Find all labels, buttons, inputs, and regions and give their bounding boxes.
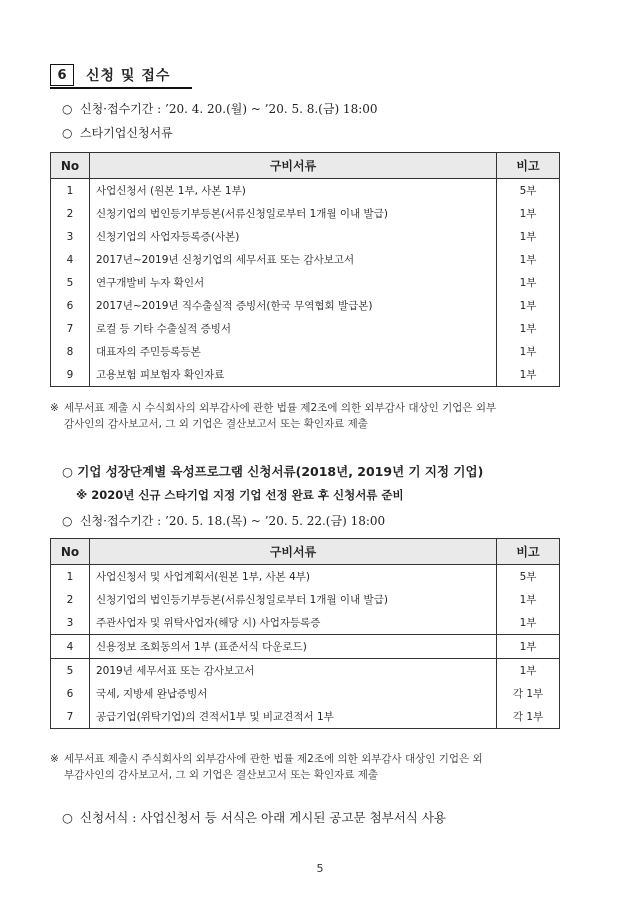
page-number: 5 [316, 862, 324, 875]
column-header-note: 비고 [497, 539, 560, 565]
table-row [51, 659, 560, 683]
table-row [51, 225, 560, 248]
column-header-no: No [51, 153, 90, 179]
table-row [51, 340, 560, 363]
row-no: 1 [51, 179, 90, 203]
circle-bullet-icon: ○ [62, 514, 73, 528]
table-row [51, 248, 560, 271]
circle-bullet-icon: ○ [62, 810, 73, 825]
footnote-line-1: 세무서표 제출시 주식회사의 외부감사에 관한 법률 제2조에 의한 외부감사 대상인 기업은 외 [64, 753, 483, 765]
row-no: 4 [51, 635, 90, 659]
row-doc: 2017년~2019년 직수출실적 증빙서(한국 무역협회 발급본) [90, 294, 497, 317]
column-header-doc: 구비서류 [90, 539, 497, 565]
row-note: 각 1부 [497, 705, 560, 729]
table-row [51, 363, 560, 387]
row-no: 2 [51, 202, 90, 225]
row-no: 7 [51, 317, 90, 340]
circle-bullet-icon: ○ [62, 464, 73, 479]
row-doc: 신청기업의 사업자등록증(사본) [90, 225, 497, 248]
reference-mark-icon: ※ [76, 488, 88, 502]
table-row [51, 682, 560, 705]
table-row [51, 588, 560, 611]
new-company-notice [76, 487, 404, 503]
table-row [51, 202, 560, 225]
form-note-line [62, 808, 446, 826]
growth-period-text: 신청·접수기간 : ’20. 5. 18.(목) ~ ’20. 5. 22.(금) 18:00 [80, 514, 386, 528]
row-doc: 국세, 지방세 완납증빙서 [90, 682, 497, 705]
table-row [51, 294, 560, 317]
row-doc: 2019년 세무서표 또는 감사보고서 [90, 659, 497, 683]
table-row [51, 705, 560, 729]
row-no: 1 [51, 565, 90, 589]
application-period-line [62, 100, 378, 117]
row-no: 6 [51, 294, 90, 317]
new-company-notice-text: 2020년 신규 스타기업 지정 기업 선정 완료 후 신청서류 준비 [91, 488, 404, 502]
star-docs-table [50, 152, 560, 387]
table-header-row [51, 539, 560, 565]
row-note: 5부 [497, 179, 560, 203]
row-note: 1부 [497, 294, 560, 317]
row-doc: 로컬 등 기타 수출실적 증빙서 [90, 317, 497, 340]
section-title: 신청 및 접수 [86, 68, 171, 84]
growth-period-line [62, 512, 385, 529]
row-note: 각 1부 [497, 682, 560, 705]
row-note: 1부 [497, 635, 560, 659]
row-doc: 사업신청서 및 사업계획서(원본 1부, 사본 4부) [90, 565, 497, 589]
row-note: 1부 [497, 363, 560, 387]
row-no: 3 [51, 611, 90, 635]
star-docs-footnote [50, 400, 598, 432]
row-doc: 2017년~2019년 신청기업의 세무서표 또는 감사보고서 [90, 248, 497, 271]
table-row [51, 611, 560, 635]
column-header-no: No [51, 539, 90, 565]
row-doc: 주관사업자 및 위탁사업자(해당 시) 사업자등록증 [90, 611, 497, 635]
row-no: 4 [51, 248, 90, 271]
table-row [51, 635, 560, 659]
growth-program-title [62, 462, 483, 480]
row-note: 1부 [497, 588, 560, 611]
table-row [51, 565, 560, 589]
growth-docs-table [50, 538, 560, 729]
row-doc: 신용정보 조회동의서 1부 (표준서식 다운로드) [90, 635, 497, 659]
section-underline [50, 87, 192, 89]
circle-bullet-icon: ○ [62, 126, 73, 140]
row-no: 8 [51, 340, 90, 363]
row-no: 2 [51, 588, 90, 611]
row-doc: 신청기업의 법인등기부등본(서류신청일로부터 1개월 이내 발급) [90, 202, 497, 225]
table-row [51, 271, 560, 294]
table-header-row [51, 153, 560, 179]
column-header-doc: 구비서류 [90, 153, 497, 179]
star-docs-title-text: 스타기업신청서류 [80, 126, 173, 140]
row-doc: 연구개발비 누자 확인서 [90, 271, 497, 294]
row-doc: 신청기업의 법인등기부등본(서류신청일로부터 1개월 이내 발급) [90, 588, 497, 611]
form-note-text: 신청서식 : 사업신청서 등 서식은 아래 게시된 공고문 첨부서식 사용 [80, 810, 446, 825]
footnote-line-2: 감사인의 감사보고서, 그 외 기업은 결산보고서 또는 확인자료 제출 [64, 418, 368, 430]
growth-program-title-text: 기업 성장단계별 육성프로그램 신청서류(2018년, 2019년 기 지정 기업) [77, 464, 484, 479]
table-row [51, 317, 560, 340]
row-no: 5 [51, 659, 90, 683]
footnote-line-1: 세무서표 제출 시 수식회사의 외부감사에 관한 법률 제2조에 의한 외부감사 대상인 기업은 외부 [64, 402, 497, 414]
table-row [51, 179, 560, 203]
row-no: 6 [51, 682, 90, 705]
row-doc: 공급기업(위탁기업)의 견적서1부 및 비교견적서 1부 [90, 705, 497, 729]
row-note: 1부 [497, 340, 560, 363]
growth-docs-footnote [50, 751, 598, 783]
column-header-note: 비고 [497, 153, 560, 179]
row-no: 3 [51, 225, 90, 248]
circle-bullet-icon: ○ [62, 102, 73, 116]
row-note: 1부 [497, 611, 560, 635]
row-note: 1부 [497, 317, 560, 340]
section-header [50, 64, 170, 86]
row-note: 5부 [497, 565, 560, 589]
row-no: 7 [51, 705, 90, 729]
row-note: 1부 [497, 202, 560, 225]
footnote-line-2: 부감사인의 감사보고서, 그 외 기업은 결산보고서 또는 확인자료 제출 [64, 769, 379, 781]
reference-mark-icon: ※ [50, 753, 59, 765]
reference-mark-icon: ※ [50, 402, 59, 414]
row-no: 5 [51, 271, 90, 294]
row-note: 1부 [497, 225, 560, 248]
section-number: 6 [50, 64, 74, 86]
row-doc: 대표자의 주민등록등본 [90, 340, 497, 363]
application-period-text: 신청·접수기간 : ’20. 4. 20.(월) ~ ’20. 5. 8.(금) 18:00 [80, 102, 378, 116]
row-note: 1부 [497, 271, 560, 294]
row-note: 1부 [497, 248, 560, 271]
row-doc: 사업신청서 (원본 1부, 사본 1부) [90, 179, 497, 203]
row-doc: 고용보험 피보험자 확인자료 [90, 363, 497, 387]
star-docs-title-line [62, 124, 173, 141]
row-note: 1부 [497, 659, 560, 683]
row-no: 9 [51, 363, 90, 387]
